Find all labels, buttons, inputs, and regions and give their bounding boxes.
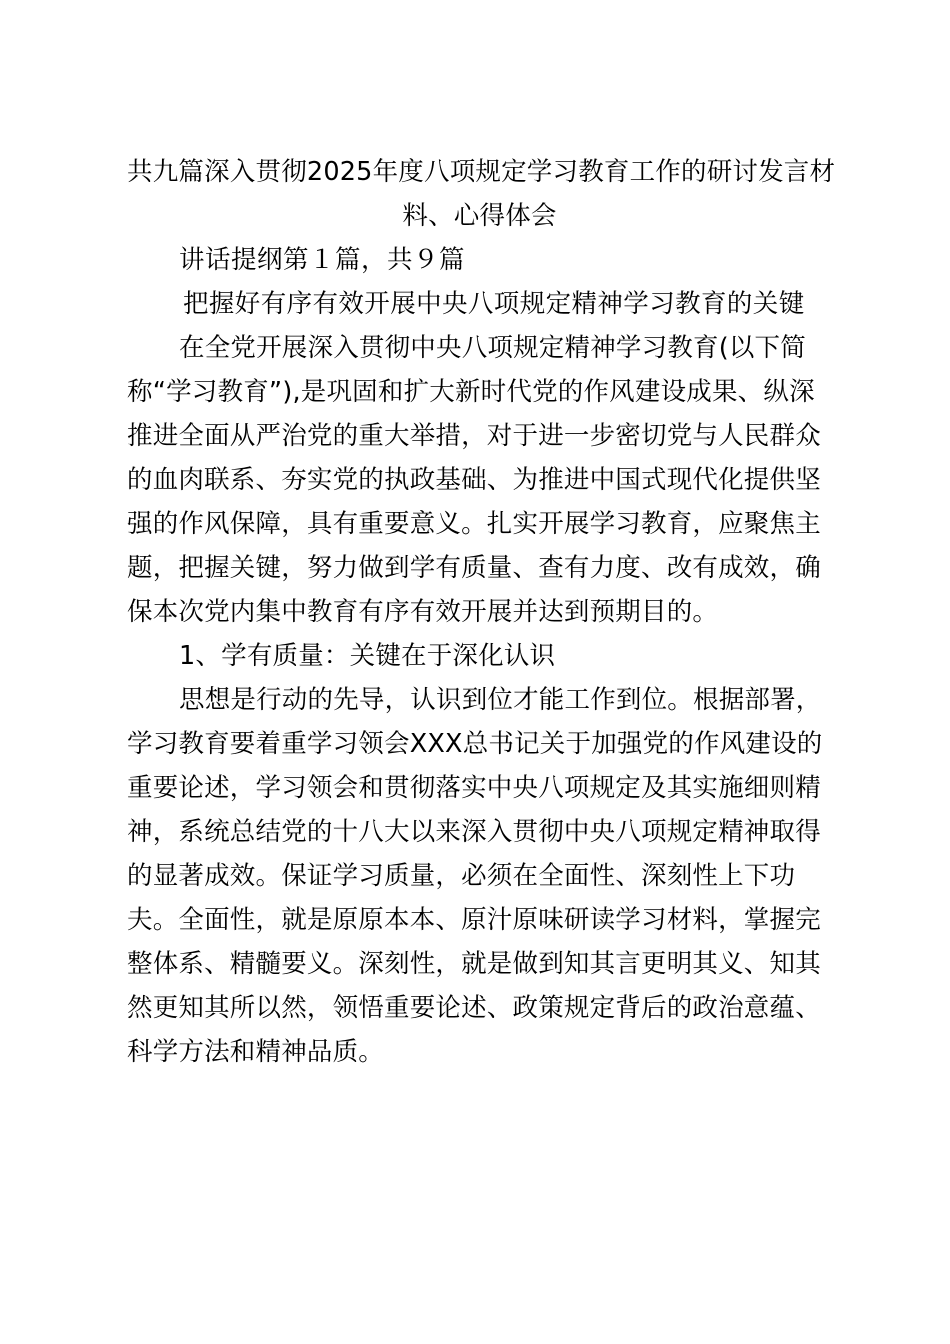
paragraph-intro [127, 326, 832, 634]
text-line: 强的作风保障，具有重要意义。扎实开展学习教育，应聚焦主 [127, 509, 821, 539]
text-line: 重要论述，学习领会和贯彻落实中央八项规定及其实施细则精 [127, 773, 821, 803]
title-line: 料、心得体会 [402, 201, 557, 231]
text-line: 推进全面从严治党的重大举措，对于进一步密切党与人民群众 [127, 421, 821, 451]
text-line: 夫。全面性，就是原原本本、原汁原味研读学习材料，掌握完 [127, 905, 821, 935]
text-line: 整体系、精髓要义。深刻性，就是做到知其言更明其义、知其 [127, 949, 821, 979]
title-line: 共九篇深入贯彻2025年度八项规定学习教育工作的研讨发言材 [127, 157, 836, 187]
section-meta: 讲话提纲第１篇，共９篇 [179, 245, 466, 275]
text-line: 的显著成效。保证学习质量，必须在全面性、深刻性上下功 [127, 861, 796, 891]
text-line: 称“学习教育”),是巩固和扩大新时代党的作风建设成果、纵深 [127, 377, 815, 407]
text-line: 神，系统总结党的十八大以来深入贯彻中央八项规定精神取得 [127, 817, 821, 847]
document-title [127, 150, 836, 238]
document-page [127, 150, 836, 1074]
text-line: 题，把握关键，努力做到学有质量、查有力度、改有成效，确 [127, 553, 821, 583]
text-line: 然更知其所以然，领悟重要论述、政策规定背后的政治意蕴、 [127, 993, 821, 1023]
text-line: 科学方法和精神品质。 [127, 1037, 385, 1067]
paragraph-section-1 [127, 678, 832, 1074]
section-heading-1: 1、学有质量：关键在于深化认识 [179, 641, 556, 671]
text-line: 学习教育要着重学习领会XXX总书记关于加强党的作风建设的 [127, 729, 823, 759]
text-line: 思想是行动的先导，认识到位才能工作到位。根据部署， [179, 685, 822, 715]
section-subtitle: 把握好有序有效开展中央八项规定精神学习教育的关键 [183, 289, 805, 319]
text-line: 的血肉联系、夯实党的执政基础、为推进中国式现代化提供坚 [127, 465, 821, 495]
text-line: 保本次党内集中教育有序有效开展并达到预期目的。 [127, 597, 719, 627]
text-line: 在全党开展深入贯彻中央八项规定精神学习教育(以下简 [179, 333, 806, 363]
